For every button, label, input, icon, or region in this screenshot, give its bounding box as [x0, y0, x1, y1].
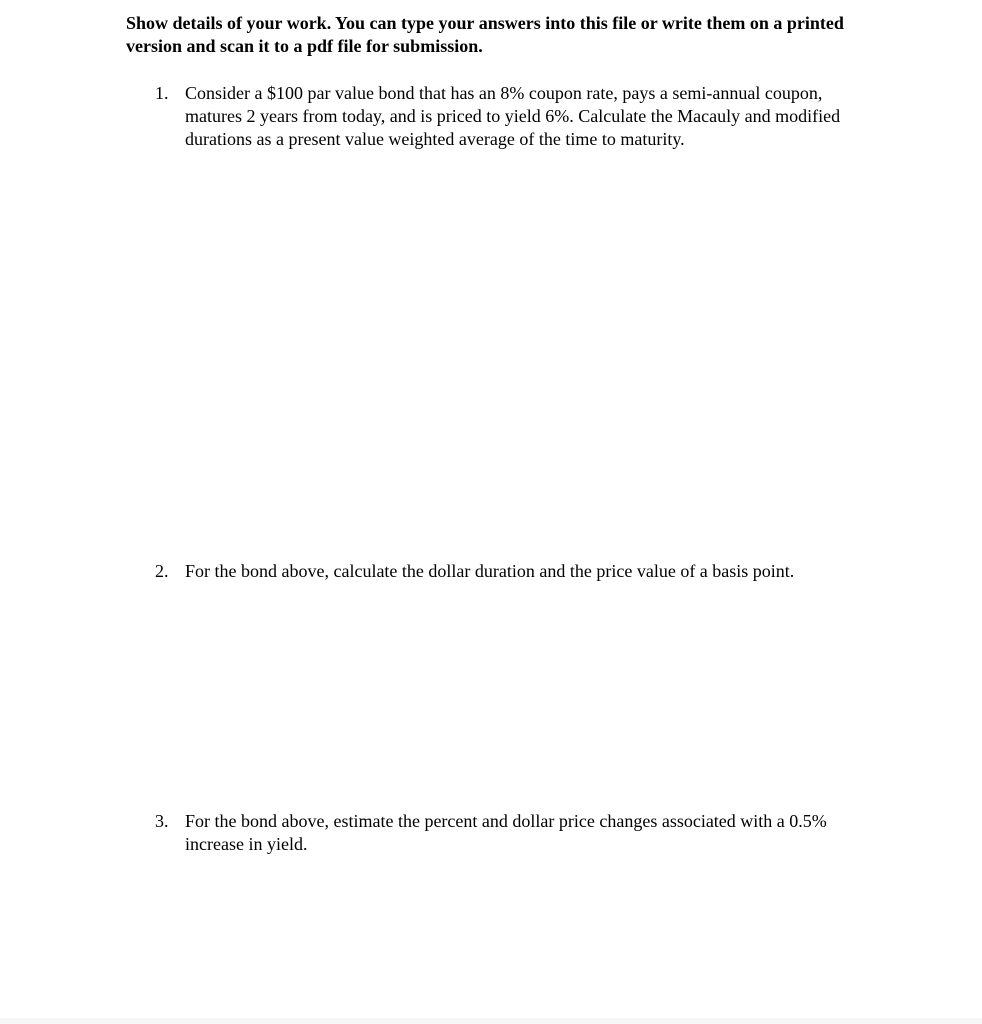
question-number: 1. [155, 83, 169, 103]
question-number: 3. [155, 811, 169, 831]
question-text: Consider a $100 par value bond that has an 8% coupon rate, pays a semi-annual coupon, matures 2 years from today, and is priced to yield 6%. Calculate the Macauly and modified durations as a present value weighted average of the time to maturity. [185, 83, 841, 149]
question-number: 2. [155, 561, 169, 581]
instructions-text: Show details of your work. You can type your answers into this file or write them on a printed version and scan it to a pdf file for submission. [126, 13, 844, 56]
question-3 [155, 810, 845, 856]
question-text: For the bond above, estimate the percent and dollar price changes associated with a 0.5% increase in yield. [185, 811, 827, 854]
question-2 [155, 560, 845, 583]
page-bottom-edge [0, 1018, 982, 1024]
question-1 [155, 82, 845, 151]
question-text: For the bond above, calculate the dollar duration and the price value of a basis point. [185, 561, 795, 581]
